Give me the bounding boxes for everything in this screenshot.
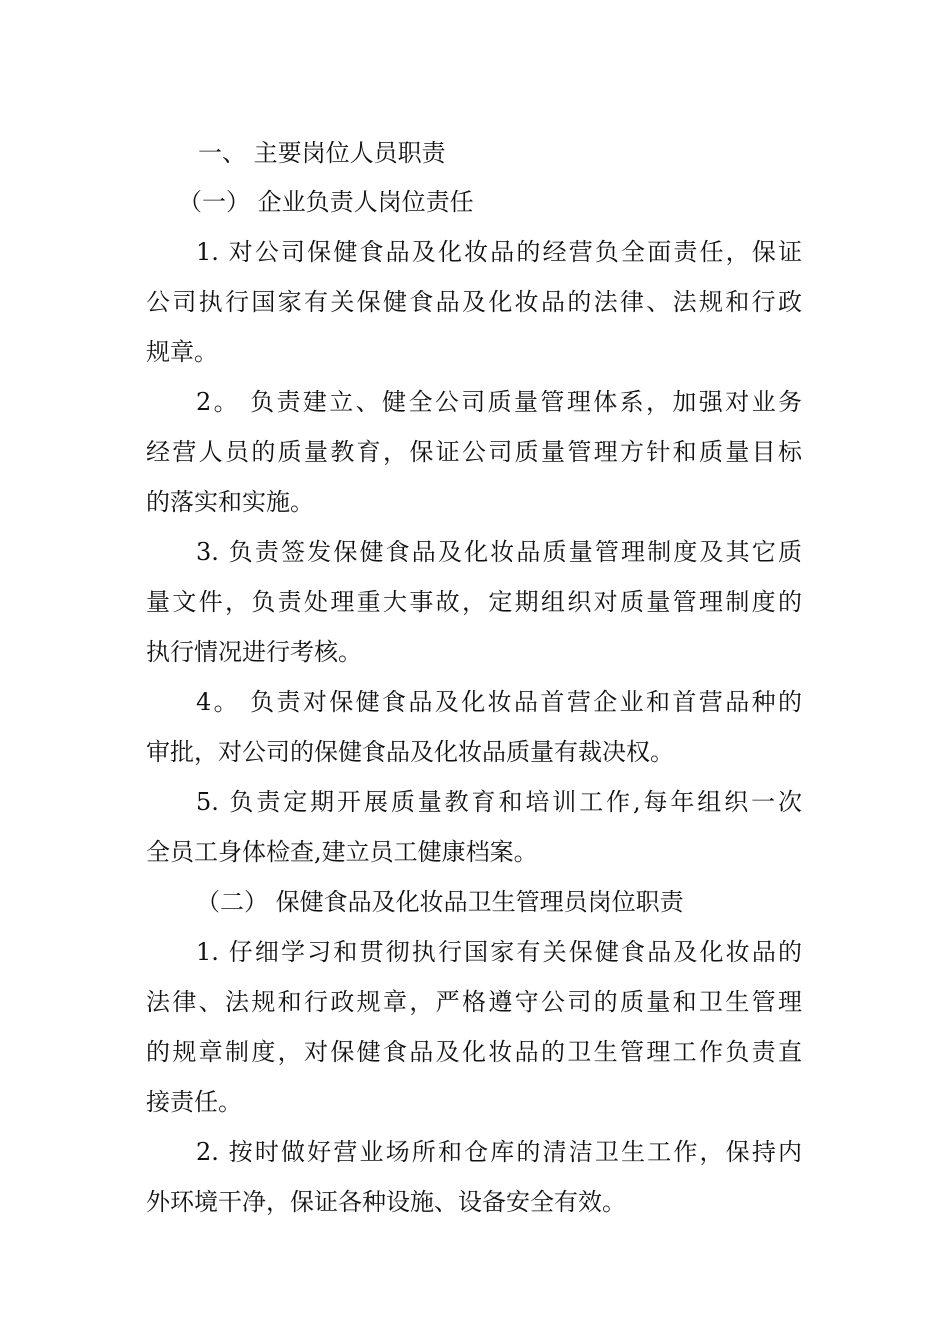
paragraph-line: 4。 负责对保健食品及化妆品首营企业和首营品种的 (196, 688, 802, 716)
paragraph-line: 1. 仔细学习和贯彻执行国家有关保健食品及化妆品的 (196, 938, 802, 966)
paragraph-line: 公司执行国家有关保健食品及化妆品的法律、法规和行政 (146, 288, 802, 316)
paragraph-line: 接责任。 (146, 1088, 242, 1116)
paragraph-line: 法律、法规和行政规章，严格遵守公司的质量和卫生管理 (146, 988, 802, 1016)
paragraph-line: 5. 负责定期开展质量教育和培训工作,每年组织一次 (196, 788, 802, 816)
paragraph-line: 的落实和实施。 (146, 488, 314, 516)
section-heading: 一、 主要岗位人员职责 (198, 139, 446, 167)
paragraph-line: 执行情况进行考核。 (146, 638, 362, 666)
paragraph-line: 经营人员的质量教育，保证公司质量管理方针和质量目标 (146, 438, 802, 466)
paragraph-line: 2。 负责建立、健全公司质量管理体系，加强对业务 (196, 388, 802, 416)
paragraph-line: 1. 对公司保健食品及化妆品的经营负全面责任，保证 (196, 238, 802, 266)
subsection-heading: （二） 保健食品及化妆品卫生管理员岗位职责 (196, 888, 684, 916)
paragraph-line: 3. 负责签发保健食品及化妆品质量管理制度及其它质 (196, 538, 802, 566)
paragraph-line: 审批，对公司的保健食品及化妆品质量有裁决权。 (146, 738, 674, 766)
paragraph-line: 2. 按时做好营业场所和仓库的清洁卫生工作，保持内 (196, 1138, 802, 1166)
paragraph-line: 规章。 (146, 338, 218, 366)
paragraph-line: 量文件，负责处理重大事故，定期组织对质量管理制度的 (146, 588, 802, 616)
paragraph-line: 的规章制度，对保健食品及化妆品的卫生管理工作负责直 (146, 1038, 802, 1066)
paragraph-line: 外环境干净，保证各种设施、设备安全有效。 (146, 1188, 626, 1216)
subsection-heading: （一） 企业负责人岗位责任 (178, 188, 474, 216)
paragraph-line: 全员工身体检查,建立员工健康档案。 (146, 838, 538, 866)
